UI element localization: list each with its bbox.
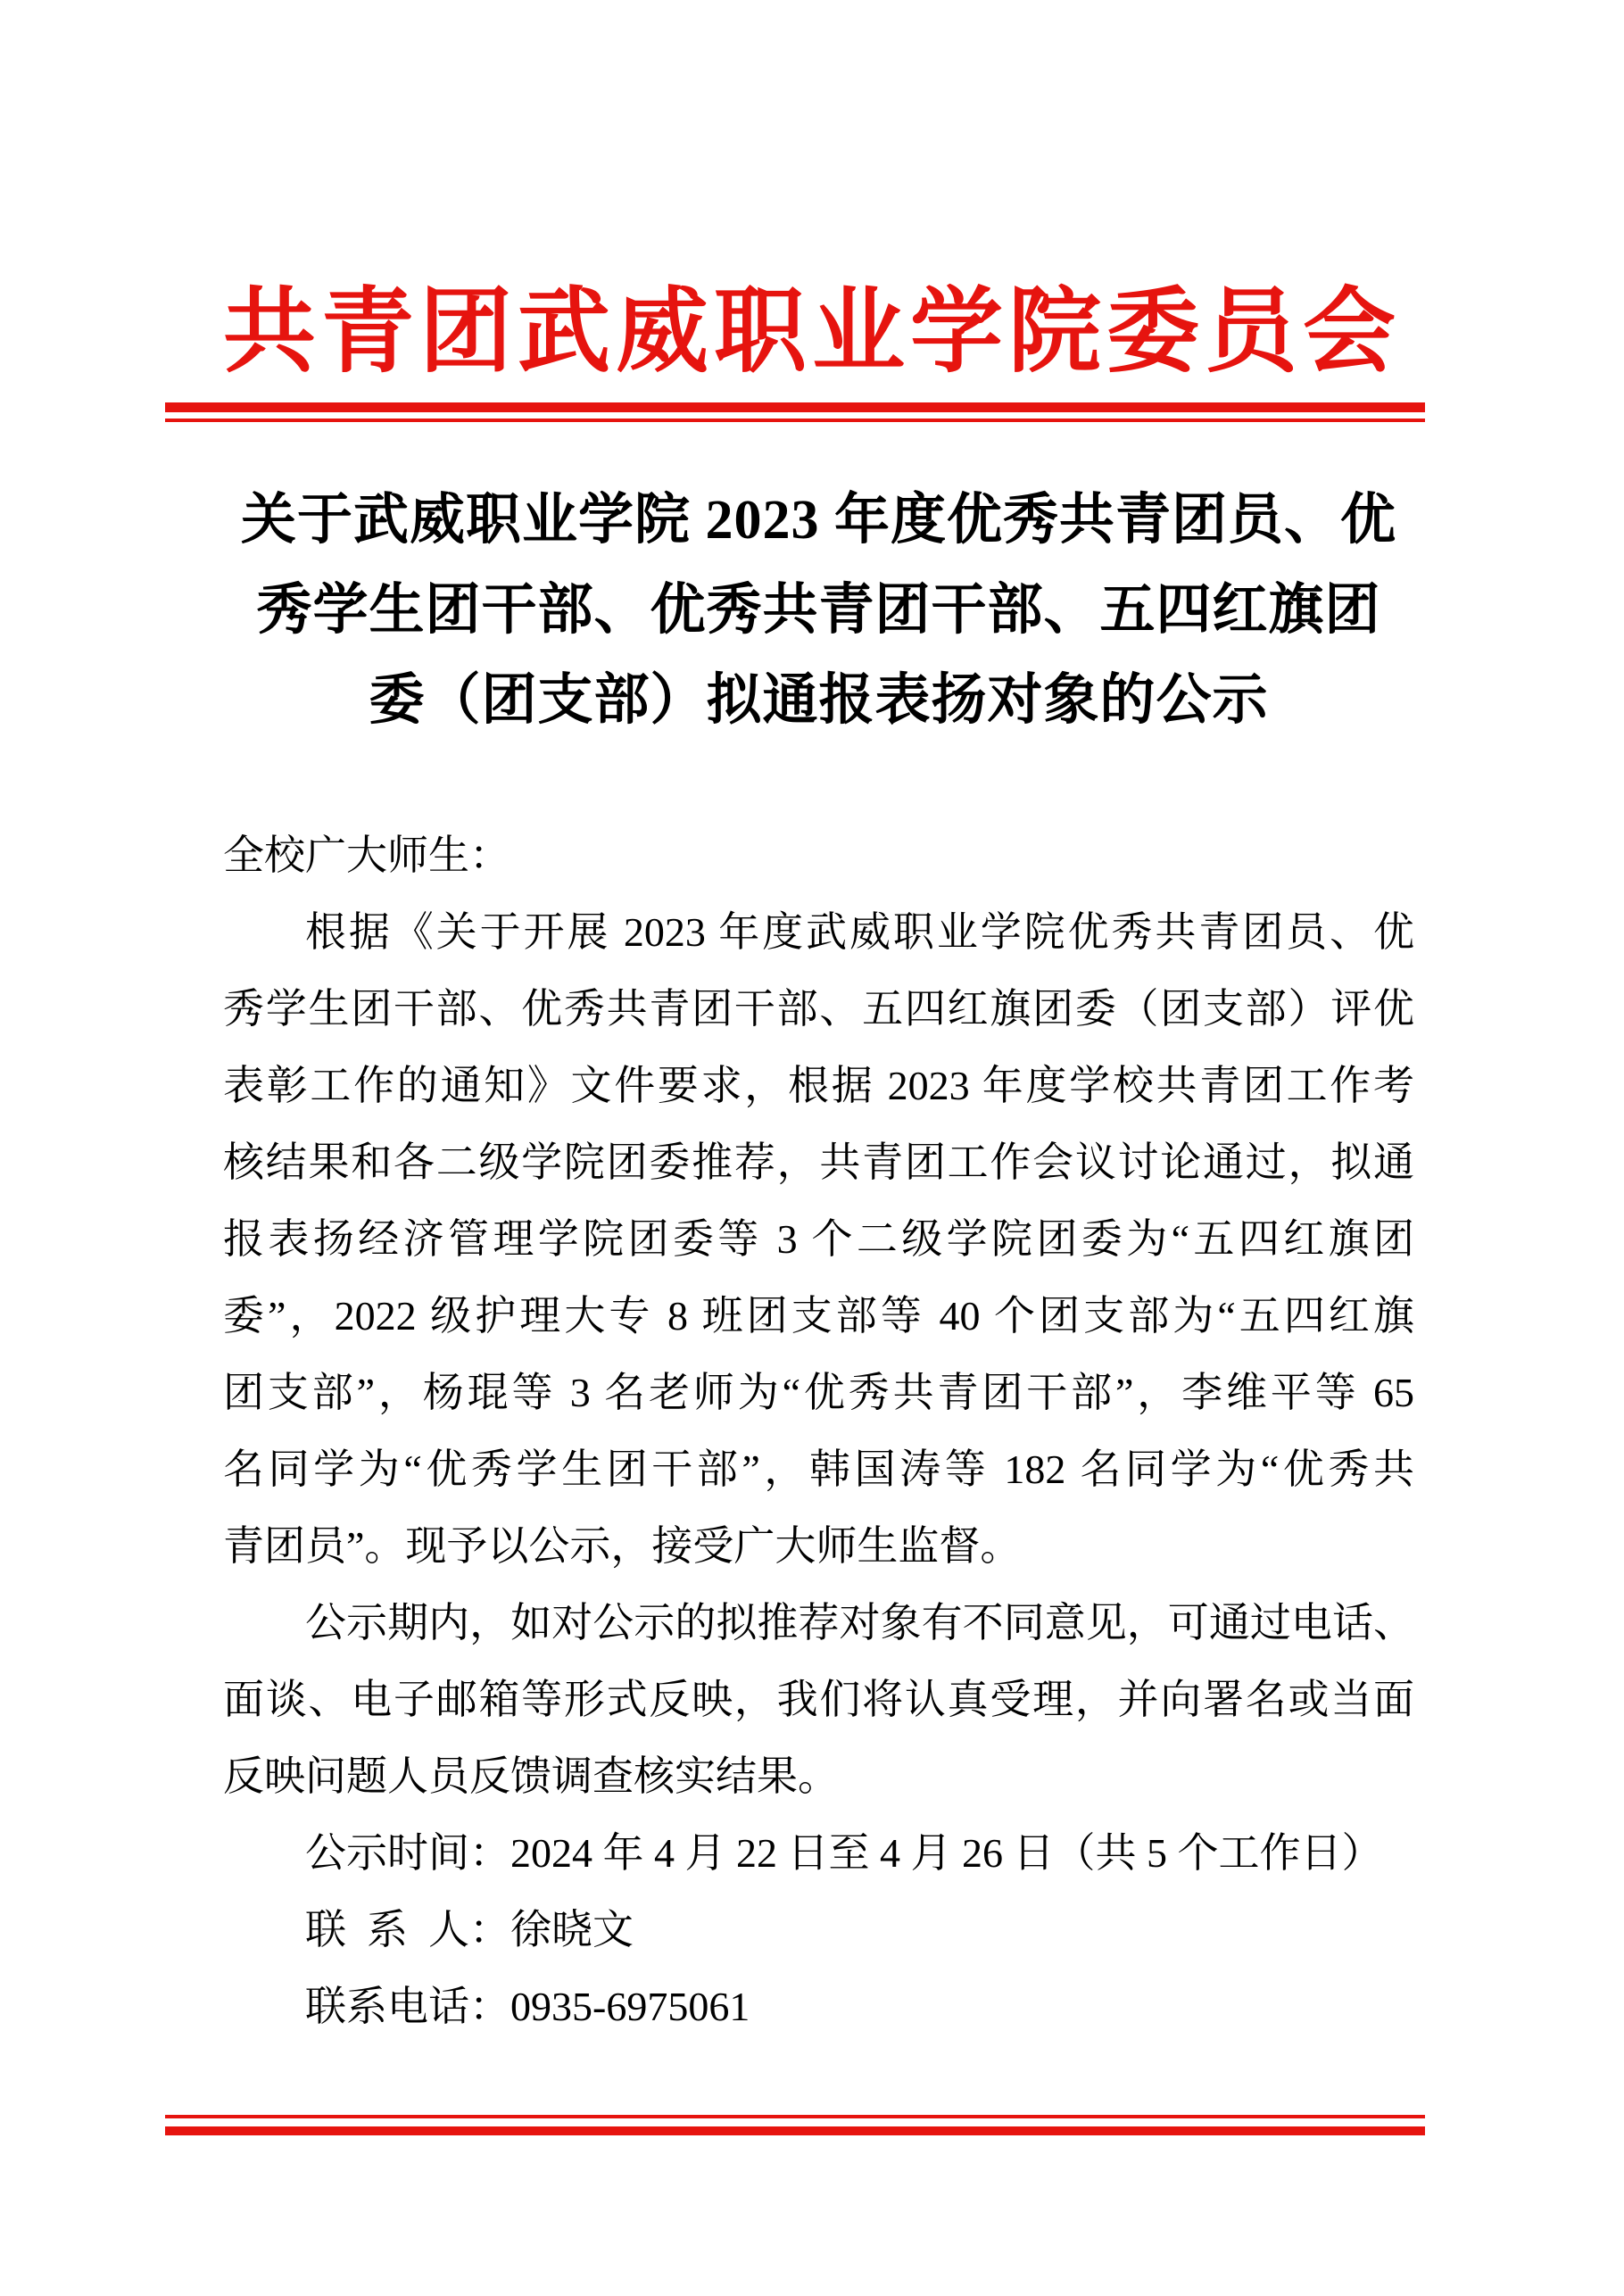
paragraph1-line: 秀学生团干部、优秀共青团干部、五四红旗团委（团支部）评优 — [223, 986, 1414, 1032]
footer-rule-thin — [165, 2115, 1425, 2118]
title-line-3: 委（团支部）拟通报表扬对象的公示 — [369, 670, 1269, 731]
paragraph1-line: 青团员”。现予以公示，接受广大师生监督。 — [223, 1523, 1022, 1569]
paragraph1-line: 表彰工作的通知》文件要求，根据 2023 年度学校共青团工作考 — [223, 1063, 1414, 1108]
paragraph1-line: 委”，2022 级护理大专 8 班团支部等 40 个团支部为“五四红旗 — [223, 1293, 1414, 1339]
paragraph1-line: 名同学为“优秀学生团干部”，韩国涛等 182 名同学为“优秀共 — [223, 1446, 1414, 1492]
paragraph1-line: 核结果和各二级学院团委推荐，共青团工作会议讨论通过，拟通 — [223, 1140, 1414, 1185]
contact-person: 联 系 人：徐晓文 — [305, 1907, 634, 1952]
title-line-2: 秀学生团干部、优秀共青团干部、五四红旗团 — [256, 580, 1381, 641]
paragraph1-line: 团支部”，杨琨等 3 名老师为“优秀共青团干部”，李维平等 65 — [223, 1370, 1414, 1415]
header-rule-thick — [165, 402, 1425, 412]
paragraph2-line: 公示期内，如对公示的拟推荐对象有不同意见，可通过电话、 — [305, 1600, 1414, 1645]
document-title — [223, 476, 1414, 746]
header-rule-thin — [165, 419, 1425, 422]
publicity-period: 公示时间：2024 年 4 月 22 日至 4 月 26 日（共 5 个工作日） — [305, 1830, 1383, 1876]
salutation: 全校广大师生： — [223, 833, 510, 878]
footer-double-rule — [165, 2115, 1425, 2135]
document-body — [223, 817, 1414, 2045]
paragraph1-line: 报表扬经济管理学院团委等 3 个二级学院团委为“五四红旗团 — [223, 1216, 1414, 1262]
header-double-rule — [165, 402, 1425, 422]
contact-phone: 联系电话：0935-6975061 — [305, 1984, 750, 2029]
paragraph2-line: 面谈、电子邮箱等形式反映，我们将认真受理，并向署名或当面 — [223, 1677, 1414, 1722]
footer-rule-thick — [165, 2126, 1425, 2135]
title-line-1: 关于武威职业学院 2023 年度优秀共青团员、优 — [240, 490, 1396, 551]
letterhead-org-title: 共青团武威职业学院委员会 — [222, 281, 1401, 384]
paragraph2-line: 反映问题人员反馈调查核实结果。 — [223, 1753, 839, 1799]
paragraph1-line: 根据《关于开展 2023 年度武威职业学院优秀共青团员、优 — [305, 909, 1414, 955]
